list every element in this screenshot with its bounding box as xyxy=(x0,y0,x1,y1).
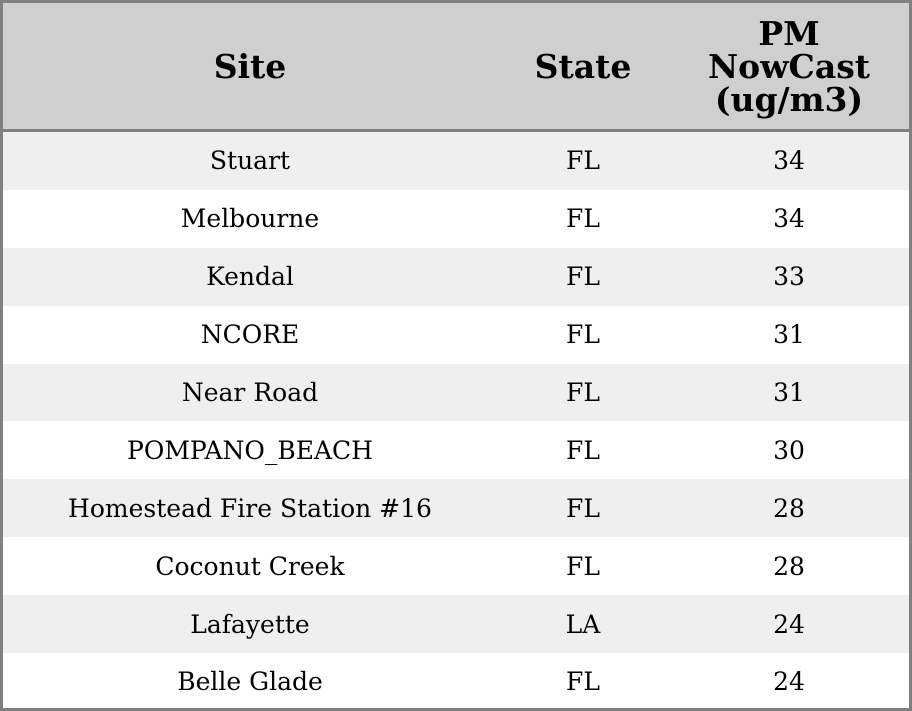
cell-site: Belle Glade xyxy=(177,667,323,697)
cell-state: FL xyxy=(566,435,600,465)
header-site: Site xyxy=(213,46,287,86)
table-row xyxy=(3,653,909,711)
cell-site: NCORE xyxy=(200,320,300,350)
cell-state: FL xyxy=(566,262,600,292)
header-state: State xyxy=(534,46,632,86)
cell-site: POMPANO_BEACH xyxy=(127,435,373,465)
cell-pm: 24 xyxy=(773,609,805,639)
header-pm-nowcast xyxy=(669,3,909,129)
header-pm-line-1: PM xyxy=(758,13,820,53)
table-row xyxy=(3,190,909,248)
table-row xyxy=(3,364,909,422)
cell-site: Stuart xyxy=(209,146,291,176)
cell-pm: 30 xyxy=(773,435,805,465)
table-row xyxy=(3,537,909,595)
cell-state: FL xyxy=(566,378,600,407)
cell-state: FL xyxy=(566,146,600,176)
cell-state: FL xyxy=(566,204,600,234)
table-header-row xyxy=(3,3,909,132)
header-pm-line-3: (ug/m3) xyxy=(714,79,864,119)
cell-pm: 31 xyxy=(773,378,805,407)
table-body xyxy=(3,132,909,711)
cell-pm: 33 xyxy=(773,262,805,292)
table-row xyxy=(3,248,909,306)
cell-pm: 28 xyxy=(773,551,805,581)
cell-pm: 34 xyxy=(773,204,805,234)
cell-pm: 34 xyxy=(773,146,805,176)
table-row xyxy=(3,595,909,653)
cell-state: FL xyxy=(566,493,600,523)
header-pm-line-2: NowCast xyxy=(707,46,871,86)
cell-pm: 28 xyxy=(773,493,805,523)
cell-site: Kendal xyxy=(206,262,294,292)
cell-site: Near Road xyxy=(181,378,319,407)
cell-state: FL xyxy=(566,667,600,697)
table-row xyxy=(3,479,909,537)
cell-site: Coconut Creek xyxy=(155,551,345,581)
cell-site: Melbourne xyxy=(180,204,320,234)
table-row xyxy=(3,306,909,364)
cell-site: Lafayette xyxy=(190,609,310,639)
cell-state: FL xyxy=(566,320,600,350)
cell-site: Homestead Fire Station #16 xyxy=(68,493,432,523)
cell-pm: 31 xyxy=(773,320,805,350)
table-row xyxy=(3,132,909,190)
cell-pm: 24 xyxy=(773,667,805,697)
table-row xyxy=(3,421,909,479)
cell-state: LA xyxy=(565,609,601,639)
cell-state: FL xyxy=(566,551,600,581)
